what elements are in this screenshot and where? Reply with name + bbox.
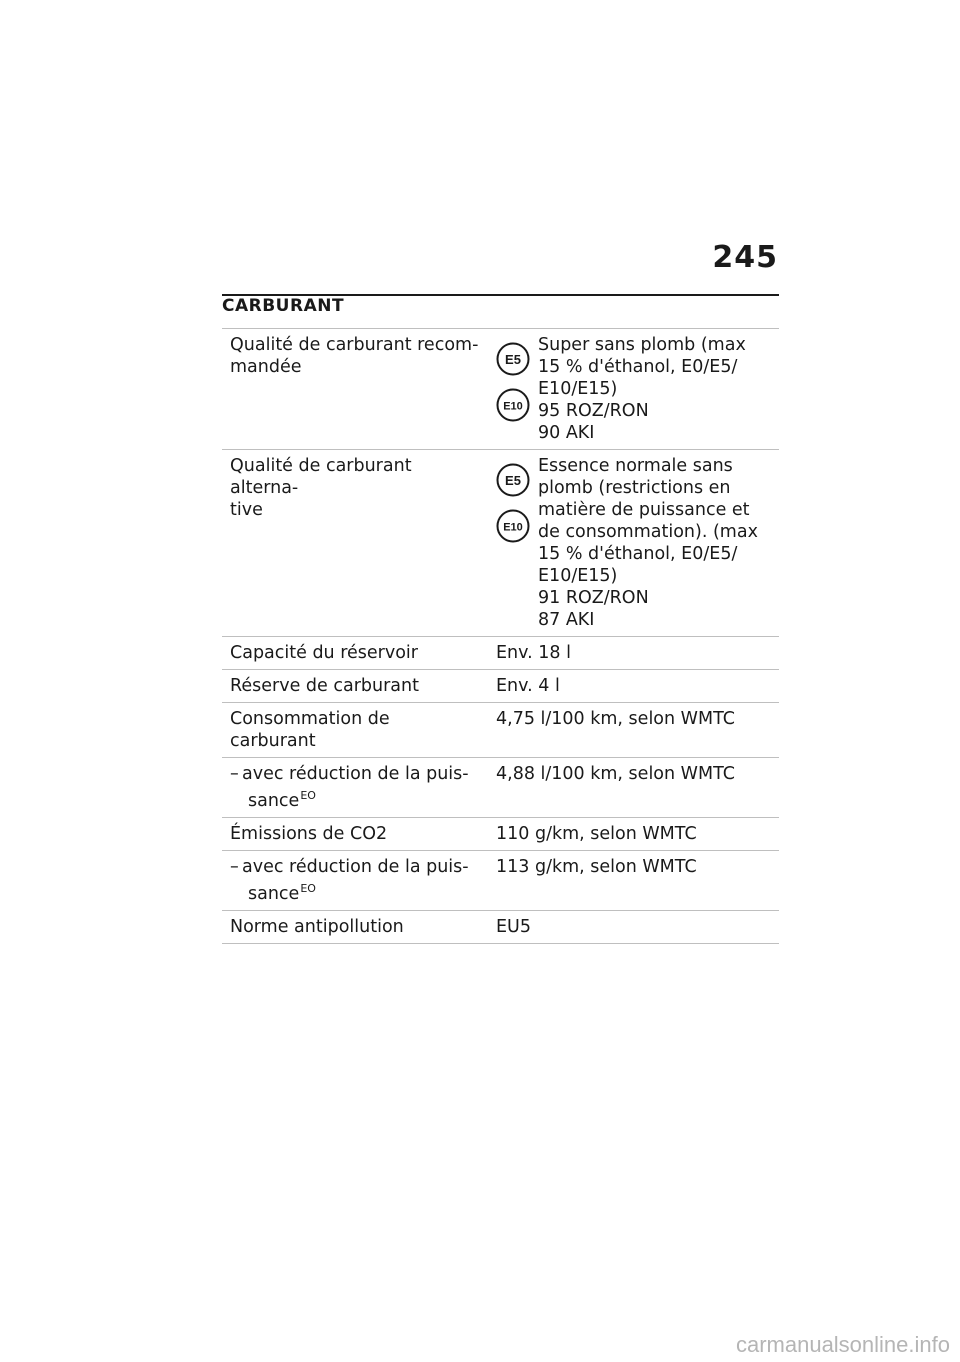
dash: –	[230, 764, 239, 784]
value-line: Essence normale sans	[538, 456, 733, 476]
table-row-recommended-fuel	[222, 329, 779, 450]
label-line: sance	[248, 791, 300, 811]
row-label	[222, 851, 488, 910]
section-title: CARBURANT	[222, 296, 345, 316]
table-row-alternative-fuel	[222, 450, 779, 637]
label-line: Qualité de carburant recom-	[230, 335, 479, 355]
row-value: 110 g/km, selon WMTC	[496, 824, 697, 844]
value-line: de consommation). (max	[538, 522, 758, 542]
dash: –	[230, 857, 239, 877]
value-line: 91 ROZ/RON	[538, 588, 649, 608]
row-label: Capacité du réservoir	[230, 643, 418, 663]
row-label	[222, 758, 488, 817]
fuel-description	[538, 455, 773, 631]
value-line: matière de puissance et	[538, 500, 750, 520]
row-label: Norme antipollution	[230, 917, 404, 937]
row-value: EU5	[496, 917, 531, 937]
row-value: 4,88 l/100 km, selon WMTC	[496, 764, 735, 784]
row-label	[222, 329, 488, 449]
label-line: tive	[230, 500, 263, 520]
table-row-co2-reduced-power	[222, 851, 779, 911]
value-line: plomb (restrictions en	[538, 478, 731, 498]
svg-text:E5: E5	[505, 352, 521, 367]
e5-fuel-icon	[496, 342, 530, 376]
watermark-link[interactable]: carmanualsonline.info	[735, 1332, 950, 1357]
table-row-fuel-consumption	[222, 703, 779, 758]
label-line: mandée	[230, 357, 302, 377]
value-line: 95 ROZ/RON	[538, 401, 649, 421]
e10-fuel-icon	[496, 509, 530, 543]
label-line: avec réduction de la puis-	[242, 857, 469, 877]
table-row-co2-emissions	[222, 818, 779, 851]
row-label: Émissions de CO2	[230, 824, 388, 844]
value-line: Super sans plomb (max	[538, 335, 746, 355]
row-value: Env. 4 l	[496, 676, 560, 696]
row-value: 113 g/km, selon WMTC	[496, 857, 697, 877]
label-line: Qualité de carburant alterna-	[230, 456, 412, 498]
eo-superscript: EO	[300, 882, 316, 895]
svg-text:E5: E5	[505, 473, 521, 488]
value-line: 15 % d'éthanol, E0/E5/	[538, 544, 738, 564]
e5-fuel-icon	[496, 463, 530, 497]
fuel-badges	[496, 455, 538, 631]
fuel-description	[538, 334, 773, 444]
table-row-emission-norm	[222, 911, 779, 944]
svg-text:E10: E10	[503, 400, 523, 413]
value-line: E10/E15)	[538, 379, 618, 399]
value-line: E10/E15)	[538, 566, 618, 586]
e10-fuel-icon	[496, 388, 530, 422]
label-line: sance	[248, 884, 300, 904]
table-row-consumption-reduced-power	[222, 758, 779, 818]
svg-text:E10: E10	[503, 521, 523, 534]
row-label: Consommation de carburant	[230, 709, 390, 751]
row-label: Réserve de carburant	[230, 676, 419, 696]
table-row-tank-capacity	[222, 637, 779, 670]
row-label	[222, 450, 488, 636]
row-value: Env. 18 l	[496, 643, 571, 663]
eo-superscript: EO	[300, 789, 316, 802]
row-value	[488, 329, 779, 449]
fuel-badges	[496, 334, 538, 444]
fuel-spec-table	[222, 328, 779, 944]
value-line: 90 AKI	[538, 423, 595, 443]
label-line: avec réduction de la puis-	[242, 764, 469, 784]
table-row-fuel-reserve	[222, 670, 779, 703]
row-value: 4,75 l/100 km, selon WMTC	[496, 709, 735, 729]
row-value	[488, 450, 779, 636]
page-number: 245	[712, 240, 778, 275]
value-line: 87 AKI	[538, 610, 595, 630]
value-line: 15 % d'éthanol, E0/E5/	[538, 357, 738, 377]
